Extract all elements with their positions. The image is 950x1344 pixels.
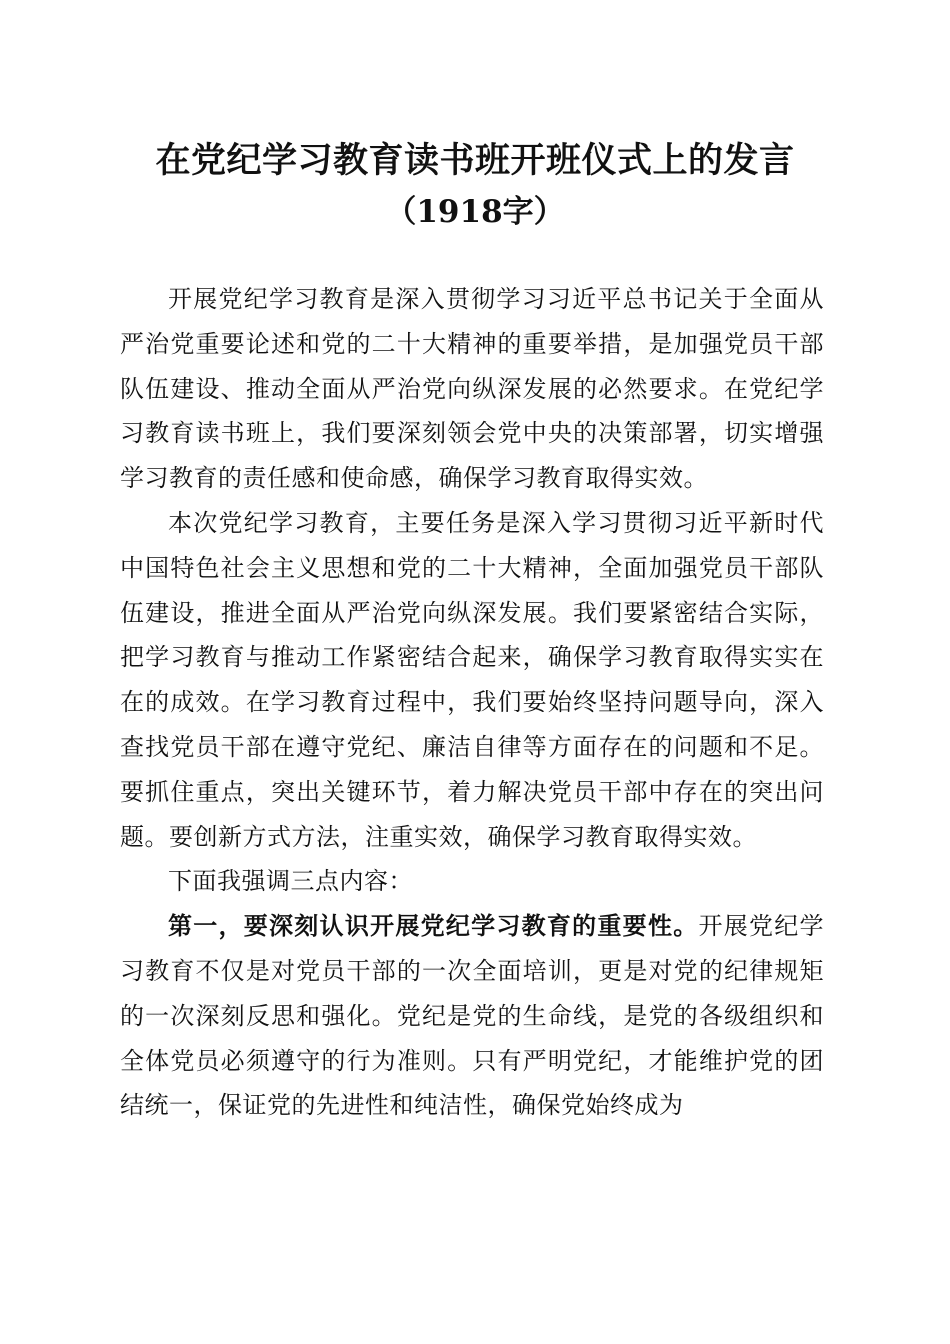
title-block	[0, 135, 950, 237]
paragraph-tasks	[120, 501, 824, 859]
paragraph-text: 开展党纪学习教育是深入贯彻学习习近平总书记关于全面从严治党重要论述和党的二十大精神的重要举措，是加强党员干部队伍建设、推动全面从严治党向纵深发展的必然要求。在党纪学习教育读书班上，我们要深刻领会党中央的决策部署，切实增强学习教育的责任感和使命感，确保学习教育取得实效。	[120, 285, 824, 493]
paragraph-point-one	[120, 904, 824, 1128]
paragraph-lead: 第一，要深刻认识开展党纪学习教育的重要性。	[168, 911, 699, 941]
document-body	[120, 277, 824, 1128]
paragraph-intro	[120, 277, 824, 501]
paragraph-text: 开展党纪学习教育不仅是对党员干部的一次全面培训，更是对党的纪律规矩的一次深刻反思和强化。党纪是党的生命线，是党的各级组织和全体党员必须遵守的行为准则。只有严明党纪，才能维护党的团结统一，保证党的先进性和纯洁性，确保党始终成为	[120, 912, 825, 1120]
document-title: 在党纪学习教育读书班开班仪式上的发言	[155, 140, 795, 181]
paragraph-text: 本次党纪学习教育，主要任务是深入学习贯彻习近平新时代中国特色社会主义思想和党的二十大精神，全面加强党员干部队伍建设，推进全面从严治党向纵深发展。我们要紧密结合实际，把学习教育与推动工作紧密结合起来，确保学习教育取得实实在在的成效。在学习教育过程中，我们要始终坚持问题导向，深入查找党员干部在遵守党纪、廉洁自律等方面存在的问题和不足。要抓住重点，突出关键环节，着力解决党员干部中存在的突出问题。要创新方式方法，注重实效，确保学习教育取得实效。	[120, 508, 824, 851]
paragraph-three-points	[120, 859, 824, 904]
paragraph-text: 下面我强调三点内容：	[168, 867, 413, 896]
word-count-subtitle: （1918字）	[385, 194, 565, 230]
